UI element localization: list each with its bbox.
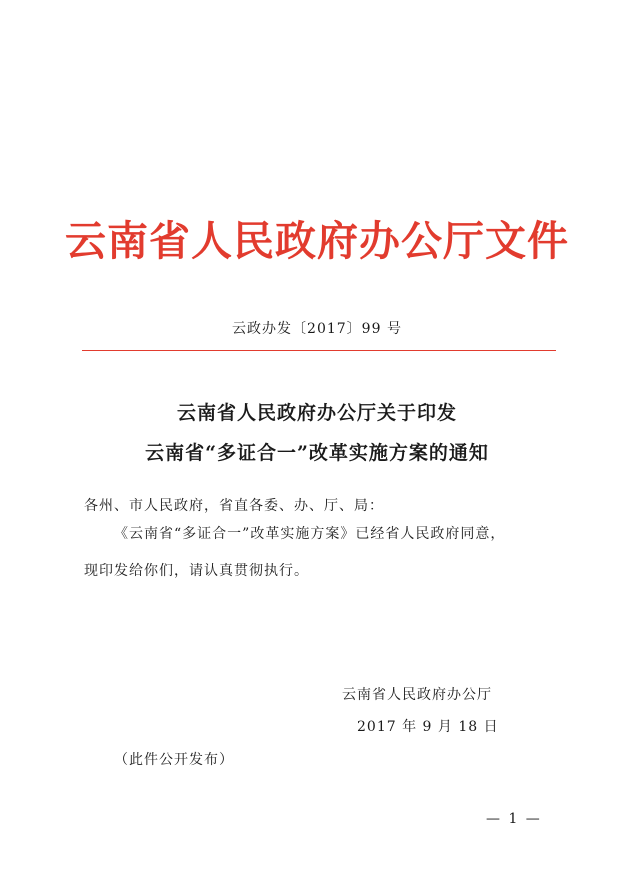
page-number: — 1 — <box>486 811 542 827</box>
issuer-signature: 云南省人民政府办公厅 <box>342 687 492 703</box>
issue-date: 2017 年 9 月 18 日 <box>357 719 499 735</box>
addressee-line: 各州、市人民政府，省直各委、办、厅、局： <box>84 498 384 514</box>
disclosure-note: （此件公开发布） <box>114 752 234 768</box>
notice-title-line-1: 云南省人民政府办公厅关于印发 <box>176 402 457 424</box>
document-number: 云政办发〔2017〕99 号 <box>232 321 402 337</box>
red-divider-line <box>82 350 556 351</box>
notice-title-line-2: 云南省“多证合一”改革实施方案的通知 <box>145 442 489 464</box>
document-header-title: 云南省人民政府办公厅文件 <box>65 217 569 265</box>
body-paragraph-line-1: 《云南省“多证合一”改革实施方案》已经省人民政府同意， <box>114 526 506 542</box>
body-paragraph-line-2: 现印发给你们，请认真贯彻执行。 <box>84 563 309 579</box>
